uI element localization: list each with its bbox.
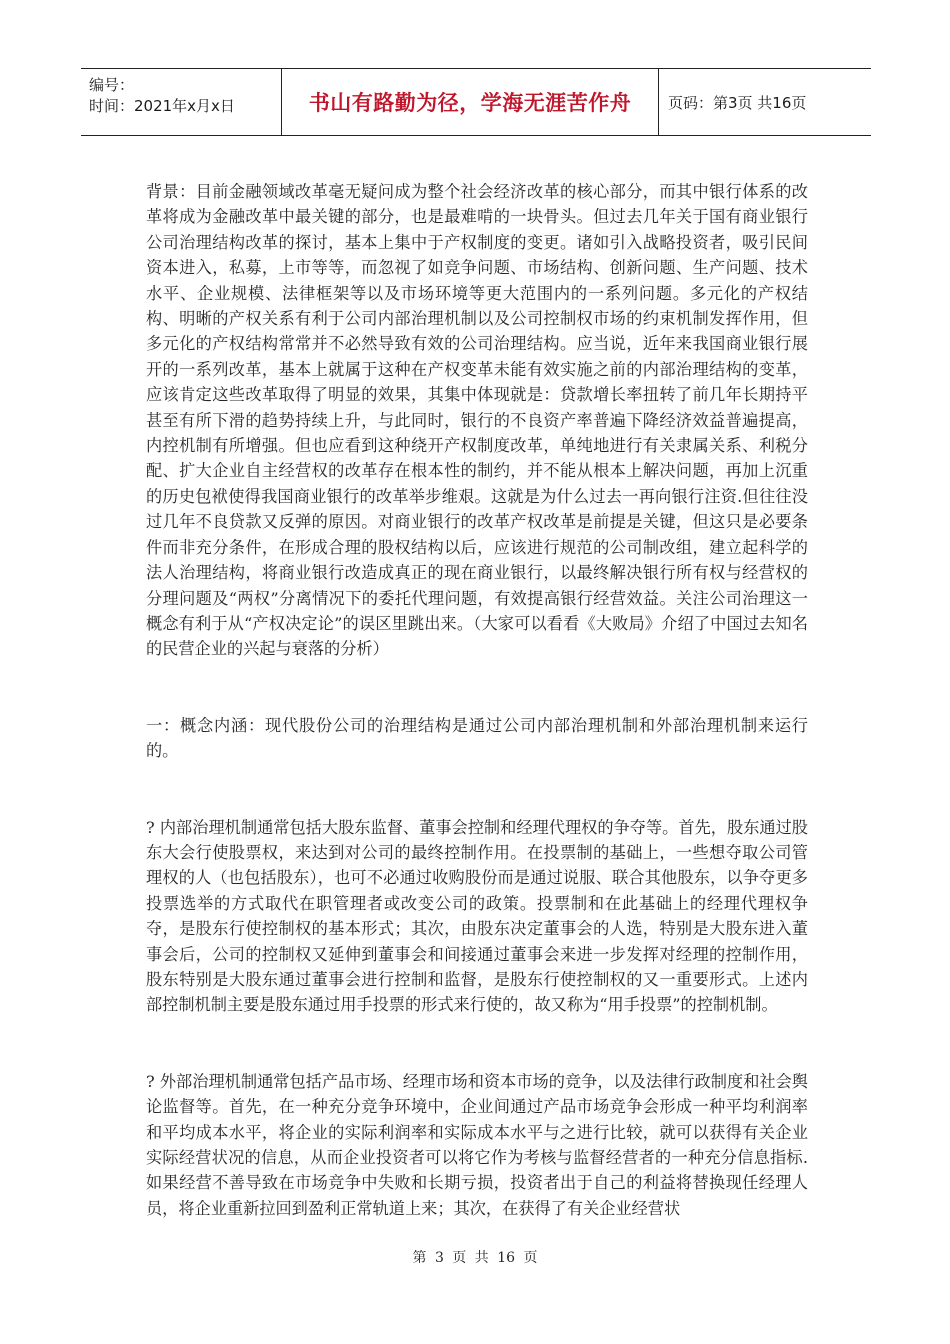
document-date-label: 时间：2021年x月x日 [89, 97, 235, 115]
header-page-cell [659, 69, 871, 135]
paragraph-spacer [146, 764, 808, 815]
paragraph-spacer [146, 1018, 808, 1069]
header-motto-cell [282, 69, 659, 135]
document-number-label: 编号： [89, 76, 135, 94]
background-paragraph: 背景：目前金融领域改革毫无疑问成为整个社会经济改革的核心部分，而其中银行体系的改革将成为金融改革中最关键的部分，也是最难啃的一块骨头。但过去几年关于国有商业银行公司治理结构改革的探讨，基本上集中于产权制度的变更。诸如引入战略投资者，吸引民间资本进入，私募，上市等等，而忽视了如竞争问题、市场结构、创新问题、生产问题、技术水平、企业规模、法律框架等以及市场环境等更大范围内的一系列问题。多元化的产权结构、明晰的产权关系有利于公司内部治理机制以及公司控制权市场的约束机制发挥作用，但多元化的产权结构常常并不必然导致有效的公司治理结构。应当说，近年来我国商业银行展开的一系列改革，基本上就属于这种在产权变革未能有效实施之前的内部治理结构的变革，应该肯定这些改革取得了明显的效果，其集中体现就是：贷款增长率扭转了前几年长期持平甚至有所下滑的趋势持续上升，与此同时，银行的不良资产率普遍下降经济效益普遍提高，内控机制有所增强。但也应看到这种绕开产权制度改革，单纯地进行有关隶属关系、利税分配、扩大企业自主经营权的改革存在根本性的制约，并不能从根本上解决问题，再加上沉重的历史包袱使得我国商业银行的改革举步维艰。这就是为什么过去一再向银行注资.但往往没过几年不良贷款又反弹的原因。对商业银行的改革产权改革是前提是关键，但这只是必要条件而非充分条件，在形成合理的股权结构以后，应该进行规范的公司制改组，建立起科学的法人治理结构，将商业银行改造成真正的现在商业银行，以最终解决银行所有权与经营权的分理问题及“两权”分离情况下的委托代理问题，有效提高银行经营效益。关注公司治理这一概念有利于从“产权决定论”的误区里跳出来。（大家可以看看《大败局》介绍了中国过去知名的民营企业的兴起与衰落的分析） [146, 182, 808, 659]
internal-governance-paragraph: ? 内部治理机制通常包括大股东监督、董事会控制和经理代理权的争夺等。首先，股东通过股东大会行使股票权，来达到对公司的最终控制作用。在投票制的基础上，一些想夺取公司管理权的人（也包括股东），也可不必通过收购股份而是通过说服、联合其他股东，以争夺更多投票选举的方式取代在职管理者或改变公司的政策。投票制和在此基础上的经理代理权争夺，是股东行使控制权的基本形式；其次，由股东决定董事会的人选，特别是大股东进入董事会后，公司的控制权又延伸到董事会和间接通过董事会来进一步发挥对经理的控制作用，股东特别是大股东通过董事会进行控制和监督，是股东行使控制权的又一重要形式。上述内部控制机制主要是股东通过用手投票的形式来行使的，故又称为“用手投票”的控制机制。 [146, 817, 808, 1015]
header-page-label: 页码：第3页 共16页 [668, 93, 807, 112]
header-meta-cell [81, 69, 282, 135]
document-body [146, 179, 808, 1221]
page-footer: 第 3 页 共 16 页 [412, 1250, 538, 1266]
header-motto: 书山有路勤为径，学海无涯苦作舟 [308, 91, 632, 115]
paragraph-spacer [146, 662, 808, 713]
external-governance-paragraph: ? 外部治理机制通常包括产品市场、经理市场和资本市场的竞争，以及法律行政制度和社会舆论监督等。首先，在一种充分竞争环境中，企业间通过产品市场竞争会形成一种平均利润率和平均成本水平，将企业的实际利润率和实际成本水平与之进行比较，就可以获得有关企业实际经营状况的信息，从而企业投资者可以将它作为考核与监督经营者的一种充分信息指标.如果经营不善导致在市场竞争中失败和长期亏损，投资者出于自己的利益将替换现任经理人员，将企业重新拉回到盈利正常轨道上来；其次，在获得了有关企业经营状 [146, 1071, 808, 1218]
page-header [81, 68, 871, 136]
concept-paragraph: 一：概念内涵：现代股份公司的治理结构是通过公司内部治理机制和外部治理机制来运行的。 [146, 715, 808, 761]
